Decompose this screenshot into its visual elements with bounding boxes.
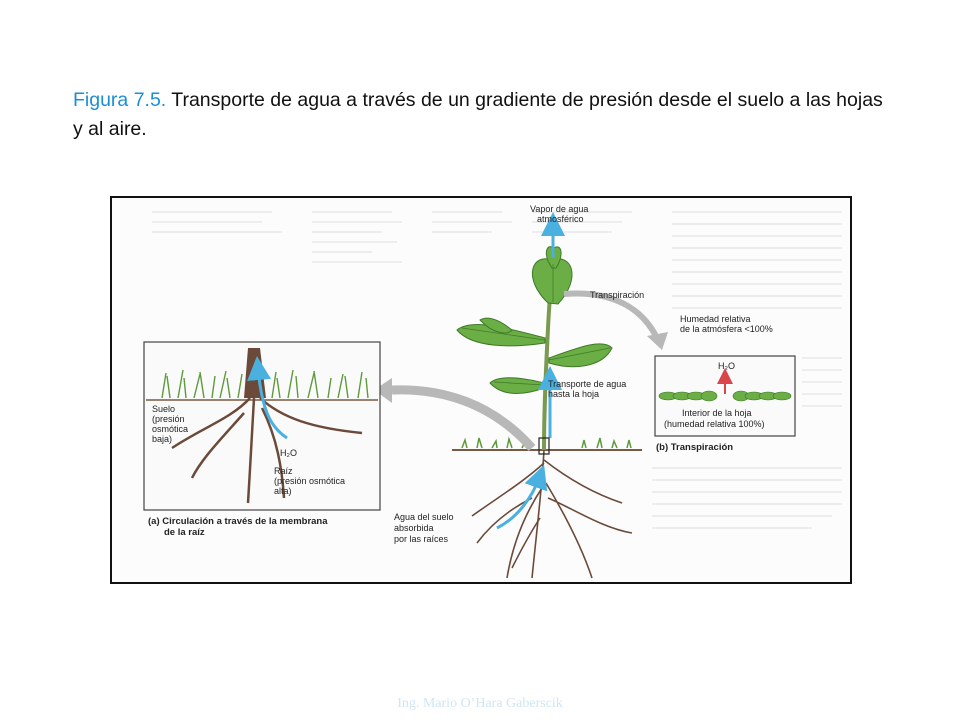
panel-a-root-membrane <box>144 342 380 538</box>
grey-arrow-to-panel-a <box>392 390 532 448</box>
soil-label-4: baja) <box>152 434 173 444</box>
soil-water-label-2: absorbida <box>394 523 434 533</box>
leaf-interior-label-1: Interior de la hoja <box>682 408 752 418</box>
water-transport-diagram <box>112 198 850 582</box>
author-footer: Ing. Mario O’Hara Gaberscik <box>397 696 563 711</box>
transpiration-label: Transpiración <box>590 290 645 300</box>
leaf-interior-label-2: (humedad relativa 100%) <box>664 419 765 429</box>
soil-water-label-1: Agua del suelo <box>394 512 454 522</box>
panel-b-transpiration <box>655 356 795 453</box>
panel-a-title-1: (a) Circulación a través de la membrana <box>148 516 328 527</box>
h2o-leaf-label: H₂O <box>718 361 735 371</box>
plant-roots <box>472 450 632 578</box>
soil-label-1: Suelo <box>152 404 176 414</box>
root-label-2: (presión osmótica <box>274 476 346 486</box>
ground-surface <box>452 438 642 450</box>
root-label-1: Raíz <box>274 466 293 476</box>
panel-a-title-2: de la raíz <box>164 527 205 538</box>
grey-arrow-to-panel-b <box>564 293 657 338</box>
transport-label-1: Transporte de agua <box>548 379 627 389</box>
vapor-label-2: atmosférico <box>537 214 584 224</box>
figure-caption <box>73 86 893 144</box>
figure-label: Figura 7.5. <box>73 89 167 111</box>
soil-label-3: osmótica <box>152 424 189 434</box>
vapor-label-1: Vapor de agua <box>530 204 589 214</box>
soil-label-2: (presión <box>152 414 185 424</box>
transport-label-2: hasta la hoja <box>548 389 600 399</box>
humidity-label-1: Humedad relativa <box>680 314 751 324</box>
figure-frame <box>110 196 852 584</box>
root-label-3: alta) <box>274 486 292 496</box>
h2o-root-label: H₂O <box>280 448 297 458</box>
humidity-label-2: de la atmósfera <100% <box>680 324 773 334</box>
caption-text: Transporte de agua a través de un gradiente de presión desde el suelo a las hojas y al aire. <box>73 89 883 140</box>
soil-water-label-3: por las raíces <box>394 534 449 544</box>
panel-b-title: (b) Transpiración <box>656 442 734 453</box>
plant-leaves <box>457 247 612 394</box>
